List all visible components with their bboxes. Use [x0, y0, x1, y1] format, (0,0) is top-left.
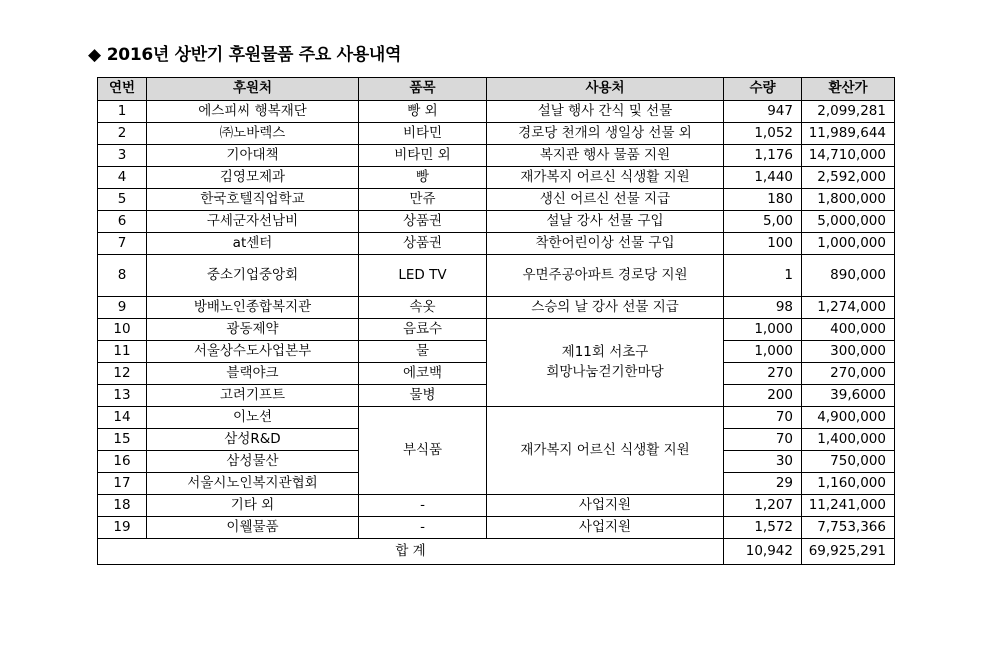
cell-value: 890,000 — [802, 255, 895, 297]
cell-value: 300,000 — [802, 341, 895, 363]
cell-item: LED TV — [359, 255, 487, 297]
cell-no: 2 — [98, 123, 147, 145]
cell-value: 1,800,000 — [802, 189, 895, 211]
cell-no: 13 — [98, 385, 147, 407]
cell-donor: ㈜노바렉스 — [147, 123, 359, 145]
cell-qty: 270 — [724, 363, 802, 385]
cell-donor: 기타 외 — [147, 495, 359, 517]
table-row — [98, 233, 895, 255]
cell-value: 1,400,000 — [802, 429, 895, 451]
cell-donor: 김영모제과 — [147, 167, 359, 189]
cell-donor: 삼성물산 — [147, 451, 359, 473]
cell-qty: 5,00 — [724, 211, 802, 233]
cell-usage: 설날 강사 선물 구입 — [487, 211, 724, 233]
cell-value: 5,000,000 — [802, 211, 895, 233]
cell-usage: 생신 어르신 선물 지급 — [487, 189, 724, 211]
cell-qty: 1 — [724, 255, 802, 297]
cell-qty: 180 — [724, 189, 802, 211]
cell-usage: 스승의 날 강사 선물 지급 — [487, 297, 724, 319]
cell-donor: 서울상수도사업본부 — [147, 341, 359, 363]
cell-item: 빵 — [359, 167, 487, 189]
cell-qty: 1,000 — [724, 319, 802, 341]
cell-value: 4,900,000 — [802, 407, 895, 429]
total-qty: 10,942 — [724, 539, 802, 565]
page-title — [88, 40, 401, 65]
table-row — [98, 189, 895, 211]
table-row — [98, 255, 895, 297]
total-row — [98, 539, 895, 565]
cell-qty: 947 — [724, 101, 802, 123]
cell-item: 속옷 — [359, 297, 487, 319]
cell-qty: 98 — [724, 297, 802, 319]
cell-item-merged-food: 부식품 — [359, 407, 487, 495]
table-row — [98, 123, 895, 145]
cell-donor: 삼성R&D — [147, 429, 359, 451]
cell-usage: 재가복지 어르신 식생활 지원 — [487, 167, 724, 189]
cell-item: 비타민 — [359, 123, 487, 145]
cell-qty: 1,207 — [724, 495, 802, 517]
cell-qty: 70 — [724, 429, 802, 451]
diamond-bullet-icon: ◆ — [88, 45, 101, 65]
cell-qty: 1,572 — [724, 517, 802, 539]
table-row — [98, 167, 895, 189]
cell-usage-merged-walking-event — [487, 319, 724, 407]
cell-donor: 이노션 — [147, 407, 359, 429]
cell-qty: 1,440 — [724, 167, 802, 189]
cell-value: 2,099,281 — [802, 101, 895, 123]
donation-usage-table — [97, 77, 895, 565]
table-row — [98, 319, 895, 341]
cell-qty: 29 — [724, 473, 802, 495]
cell-value: 2,592,000 — [802, 167, 895, 189]
cell-no: 3 — [98, 145, 147, 167]
cell-donor: 방배노인종합복지관 — [147, 297, 359, 319]
cell-no: 11 — [98, 341, 147, 363]
cell-no: 12 — [98, 363, 147, 385]
cell-usage: 사업지원 — [487, 495, 724, 517]
table-row — [98, 495, 895, 517]
cell-value: 1,274,000 — [802, 297, 895, 319]
cell-item: - — [359, 517, 487, 539]
header-usage: 사용처 — [487, 78, 724, 101]
cell-no: 15 — [98, 429, 147, 451]
cell-value: 1,000,000 — [802, 233, 895, 255]
cell-donor: 서울시노인복지관협회 — [147, 473, 359, 495]
table-header-row — [98, 78, 895, 101]
cell-item: 만쥬 — [359, 189, 487, 211]
cell-donor: 기아대책 — [147, 145, 359, 167]
cell-no: 17 — [98, 473, 147, 495]
table-row — [98, 517, 895, 539]
cell-qty: 30 — [724, 451, 802, 473]
cell-donor: 고려기프트 — [147, 385, 359, 407]
cell-no: 4 — [98, 167, 147, 189]
header-no: 연번 — [98, 78, 147, 101]
cell-item: 음료수 — [359, 319, 487, 341]
cell-item: - — [359, 495, 487, 517]
cell-no: 8 — [98, 255, 147, 297]
cell-value: 11,241,000 — [802, 495, 895, 517]
cell-donor: 한국호텔직업학교 — [147, 189, 359, 211]
header-qty: 수량 — [724, 78, 802, 101]
cell-item: 물병 — [359, 385, 487, 407]
total-label: 합 계 — [98, 539, 724, 565]
cell-no: 18 — [98, 495, 147, 517]
cell-qty: 70 — [724, 407, 802, 429]
cell-donor: 광동제약 — [147, 319, 359, 341]
cell-donor: 에스피씨 행복재단 — [147, 101, 359, 123]
table-row — [98, 211, 895, 233]
total-value: 69,925,291 — [802, 539, 895, 565]
table-row — [98, 407, 895, 429]
cell-value: 14,710,000 — [802, 145, 895, 167]
cell-value: 1,160,000 — [802, 473, 895, 495]
cell-item: 상품권 — [359, 233, 487, 255]
table-row — [98, 145, 895, 167]
cell-donor: 블랙야크 — [147, 363, 359, 385]
cell-donor: at센터 — [147, 233, 359, 255]
cell-no: 19 — [98, 517, 147, 539]
cell-usage: 우면주공아파트 경로당 지원 — [487, 255, 724, 297]
merged-usage-line-2: 희망나눔걷기한마당 — [546, 363, 664, 380]
header-donor: 후원처 — [147, 78, 359, 101]
cell-no: 9 — [98, 297, 147, 319]
cell-qty: 1,176 — [724, 145, 802, 167]
cell-qty: 200 — [724, 385, 802, 407]
cell-value: 750,000 — [802, 451, 895, 473]
cell-qty: 100 — [724, 233, 802, 255]
cell-no: 6 — [98, 211, 147, 233]
cell-donor: 구세군자선남비 — [147, 211, 359, 233]
cell-item: 빵 외 — [359, 101, 487, 123]
cell-usage: 착한어린이상 선물 구입 — [487, 233, 724, 255]
cell-donor: 이웰물품 — [147, 517, 359, 539]
cell-no: 10 — [98, 319, 147, 341]
cell-item: 상품권 — [359, 211, 487, 233]
cell-usage: 경로당 천개의 생일상 선물 외 — [487, 123, 724, 145]
cell-usage: 사업지원 — [487, 517, 724, 539]
cell-no: 14 — [98, 407, 147, 429]
cell-no: 16 — [98, 451, 147, 473]
cell-item: 비타민 외 — [359, 145, 487, 167]
page-title-text: 2016년 상반기 후원물품 주요 사용내역 — [106, 45, 402, 65]
cell-item: 물 — [359, 341, 487, 363]
cell-value: 270,000 — [802, 363, 895, 385]
cell-donor: 중소기업중앙회 — [147, 255, 359, 297]
cell-value: 39,6000 — [802, 385, 895, 407]
header-item: 품목 — [359, 78, 487, 101]
cell-no: 7 — [98, 233, 147, 255]
table-row — [98, 297, 895, 319]
cell-value: 400,000 — [802, 319, 895, 341]
cell-qty: 1,000 — [724, 341, 802, 363]
cell-usage: 복지관 행사 물품 지원 — [487, 145, 724, 167]
cell-value: 7,753,366 — [802, 517, 895, 539]
table-row — [98, 101, 895, 123]
cell-usage: 설날 행사 간식 및 선물 — [487, 101, 724, 123]
cell-no: 1 — [98, 101, 147, 123]
cell-usage-merged-meal-support: 재가복지 어르신 식생활 지원 — [487, 407, 724, 495]
cell-item: 에코백 — [359, 363, 487, 385]
merged-usage-line-1: 제11회 서초구 — [561, 343, 649, 360]
cell-qty: 1,052 — [724, 123, 802, 145]
cell-no: 5 — [98, 189, 147, 211]
header-value: 환산가 — [802, 78, 895, 101]
cell-value: 11,989,644 — [802, 123, 895, 145]
